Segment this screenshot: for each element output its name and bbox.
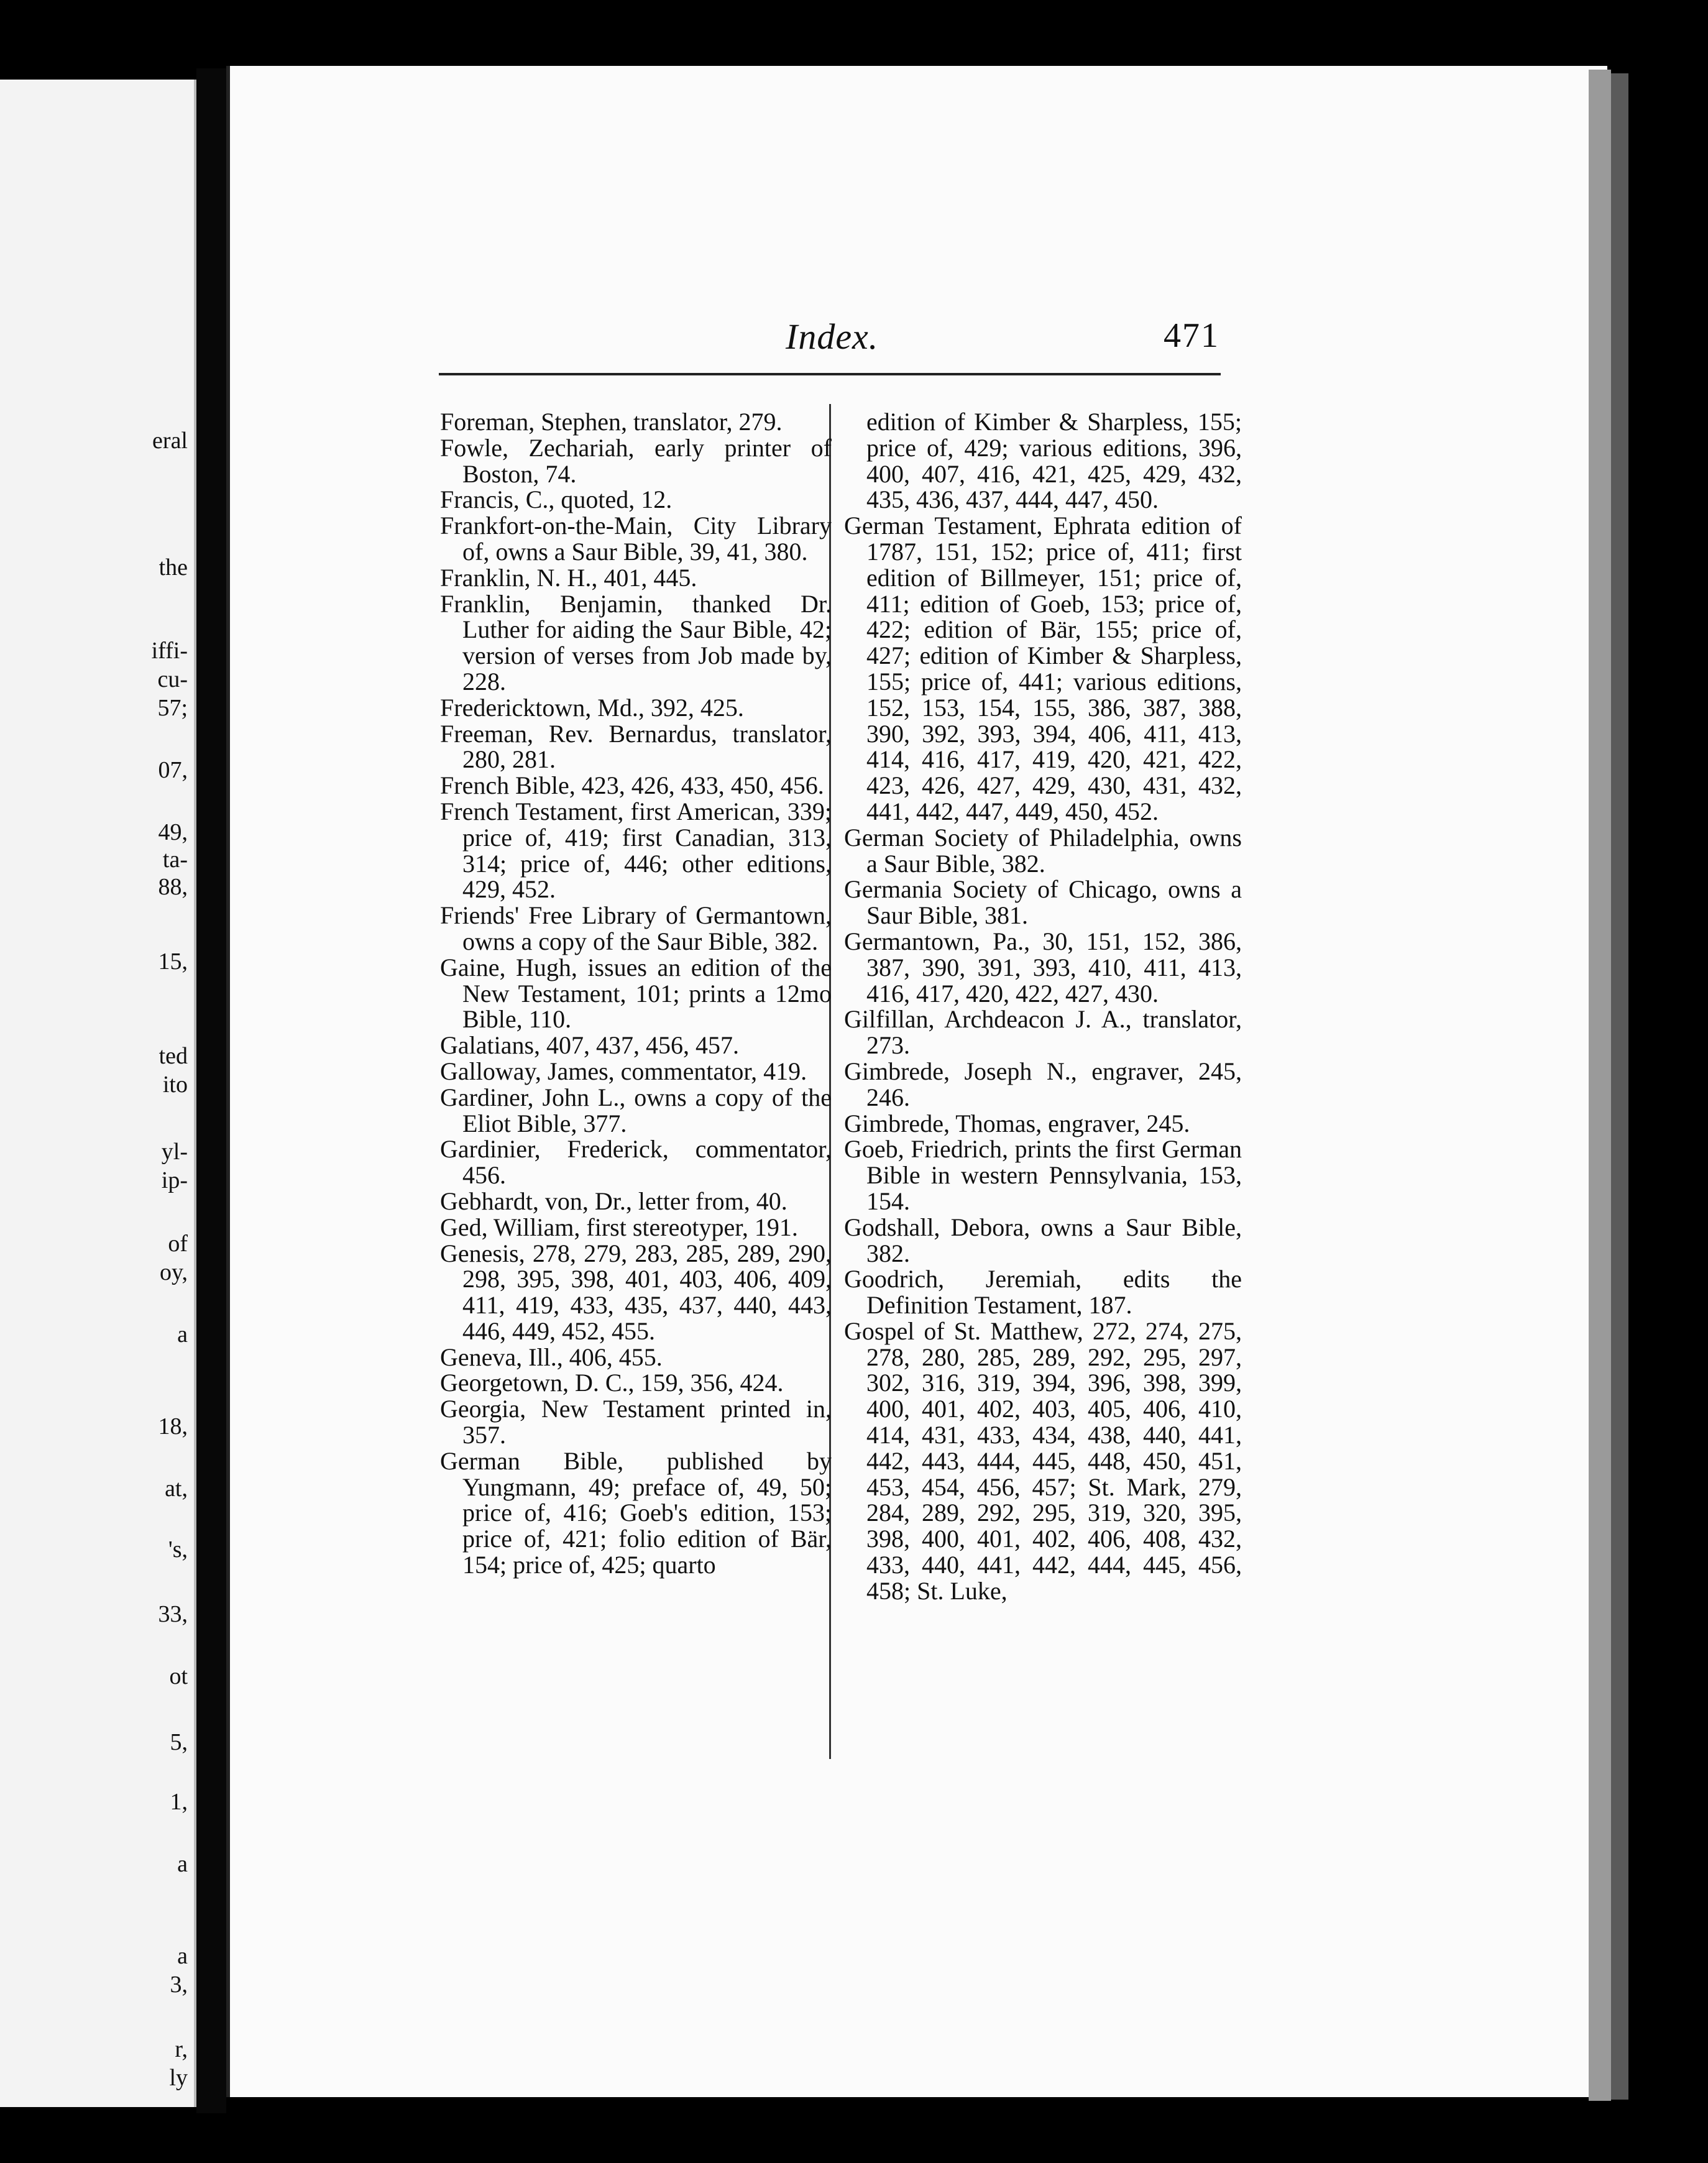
left-fragment: 49,	[158, 819, 188, 845]
index-entry: Franklin, Benjamin, thanked Dr. Luther for aiding the Saur Bible, 42; version of verses from Job made by, 228.	[440, 589, 832, 696]
left-fragment: ted	[158, 1043, 188, 1069]
header-rule	[439, 373, 1221, 375]
left-fragment: 5,	[170, 1729, 188, 1755]
index-entry: Georgetown, D. C., 159, 356, 424.	[440, 1369, 784, 1397]
index-entry: Gaine, Hugh, issues an edition of the New Testament, 101; prints a 12mo Bible, 110.	[440, 953, 832, 1034]
index-entry: Ged, William, first stereotyper, 191.	[440, 1213, 798, 1241]
left-fragment: 3,	[170, 1972, 188, 1998]
index-entry: Gospel of St. Matthew, 272, 274, 275, 278, 280, 285, 289, 292, 295, 297, 302, 316, 319, 394, 396, 398, 399, 400, 401, 402, 403, 405, 406, 410, 414, 431, 433, 434, 438, 440, 441, 442, 443, 444, 445, 448, 450, 451, 453, 454, 456, 457; St. Mark, 279, 284, 289, 292, 295, 319, 320, 395, 398, 400, 401, 402, 406, 408, 432, 433, 440, 441, 442, 444, 445, 456, 458; St. Luke,	[844, 1316, 1242, 1605]
left-fragment: ot	[169, 1663, 188, 1689]
previous-page-fragment	[0, 80, 196, 2107]
left-fragment: eral	[152, 428, 188, 454]
left-fragment: 33,	[158, 1601, 188, 1627]
left-fragment: a	[177, 1943, 188, 1969]
index-entry-continuation: edition of Kimber & Sharpless, 155; price of, 429; various editions, 396, 400, 407, 416, 421, 425, 429, 432, 435, 436, 437, 444, 447, 450.	[866, 408, 1242, 514]
index-entry: Goodrich, Jeremiah, edits the Definition Testament, 187.	[844, 1265, 1242, 1320]
index-entry: German Bible, published by Yungmann, 49; preface of, 49, 50; price of, 416; Goeb's edition, 153; price of, 421; folio edition of Bär, 154; price of, 425; quarto	[440, 1446, 832, 1579]
index-entry: Gilfillan, Archdeacon J. A., translator, 273.	[844, 1005, 1242, 1060]
left-fragment: iffi-	[151, 638, 188, 664]
index-entry: German Testament, Ephrata edition of 1787, 151, 152; price of, 411; first edition of Billmeyer, 151; price of, 411; edition of Goeb, 153; price of, 422; edition of Bär, 155; price of, 427; edition of Kimber & Sharpless, 155; price of, 441; various editions, 152, 153, 154, 155, 386, 387, 388, 390, 392, 393, 394, 406, 411, 413, 414, 416, 417, 419, 420, 421, 422, 423, 426, 427, 429, 430, 431, 432, 441, 442, 447, 449, 450, 452.	[844, 512, 1242, 825]
left-fragment: a	[177, 1851, 188, 1877]
running-head: Index.	[786, 316, 879, 357]
left-fragment: of	[168, 1231, 188, 1257]
page-number: 471	[1164, 316, 1219, 355]
left-fragment: ly	[169, 2065, 188, 2091]
index-entry: Gimbrede, Thomas, engraver, 245.	[844, 1109, 1190, 1137]
index-entry: Gardiner, John L., owns a copy of the Eliot Bible, 377.	[440, 1083, 832, 1137]
index-entry: Friends' Free Library of Germantown, owns a copy of the Saur Bible, 382.	[440, 901, 832, 955]
index-entry: Galloway, James, commentator, 419.	[440, 1057, 807, 1085]
index-entry: Georgia, New Testament printed in, 357.	[440, 1395, 832, 1449]
left-fragment: r,	[175, 2036, 188, 2062]
page-edge-shadow	[1611, 73, 1628, 2100]
index-entry: Francis, C., quoted, 12.	[440, 485, 673, 514]
page-gutter	[196, 68, 226, 2113]
left-fragment: the	[158, 554, 188, 581]
index-entry: French Bible, 423, 426, 433, 450, 456.	[440, 771, 824, 800]
index-entry: Gebhardt, von, Dr., letter from, 40.	[440, 1187, 787, 1215]
left-fragment: 57;	[157, 695, 188, 721]
left-fragment: ta-	[162, 847, 188, 873]
left-fragment: cu-	[157, 666, 188, 692]
index-entry: Germantown, Pa., 30, 151, 152, 386, 387, 390, 391, 393, 410, 411, 413, 416, 417, 420, 422, 427, 430.	[844, 927, 1242, 1008]
index-entry: Germania Society of Chicago, owns a Saur Bible, 381.	[844, 875, 1242, 930]
left-fragment: at,	[165, 1476, 188, 1502]
index-entry: Foreman, Stephen, translator, 279.	[440, 408, 783, 436]
index-entry: Frankfort-on-the-Main, City Library of, owns a Saur Bible, 39, 41, 380.	[440, 512, 832, 566]
index-entry: Gimbrede, Joseph N., engraver, 245, 246.	[844, 1057, 1242, 1111]
index-entry: Genesis, 278, 279, 283, 285, 289, 290, 298, 395, 398, 401, 403, 406, 409, 411, 419, 433, 435, 437, 440, 443, 446, 449, 452, 455.	[440, 1239, 832, 1345]
index-entry: Goeb, Friedrich, prints the first German Bible in western Pennsylvania, 153, 154.	[844, 1135, 1242, 1215]
index-entry: Gardinier, Frederick, commentator, 456.	[440, 1135, 832, 1190]
index-column-right	[844, 409, 1242, 1604]
left-fragment: 88,	[158, 874, 188, 900]
index-entry: Freeman, Rev. Bernardus, translator, 280, 281.	[440, 719, 832, 774]
index-entry: Fowle, Zechariah, early printer of Boston, 74.	[440, 433, 832, 488]
index-entry: Geneva, Ill., 406, 455.	[440, 1343, 663, 1371]
index-entry: Godshall, Debora, owns a Saur Bible, 382.	[844, 1213, 1242, 1267]
index-entry: German Society of Philadelphia, owns a Saur Bible, 382.	[844, 823, 1242, 878]
left-fragment: 1,	[170, 1789, 188, 1815]
left-fragment: a	[177, 1321, 188, 1348]
index-entry: Fredericktown, Md., 392, 425.	[440, 693, 744, 722]
left-fragment: ip-	[161, 1167, 188, 1193]
index-entry: Galatians, 407, 437, 456, 457.	[440, 1031, 740, 1060]
index-column-left	[440, 409, 832, 1578]
left-fragment: oy,	[159, 1259, 188, 1285]
left-fragment: 's,	[168, 1536, 188, 1563]
left-fragment: 15,	[158, 948, 188, 975]
left-fragment: ito	[162, 1072, 188, 1098]
page-edge	[1589, 70, 1611, 2101]
index-entry: French Testament, first American, 339; price of, 419; first Canadian, 313, 314; price of, 446; other editions, 429, 452.	[440, 797, 832, 904]
left-fragment: 18,	[158, 1413, 188, 1440]
index-entry: Franklin, N. H., 401, 445.	[440, 563, 697, 592]
left-fragment: 07,	[158, 757, 188, 783]
left-fragment: yl-	[161, 1139, 188, 1165]
